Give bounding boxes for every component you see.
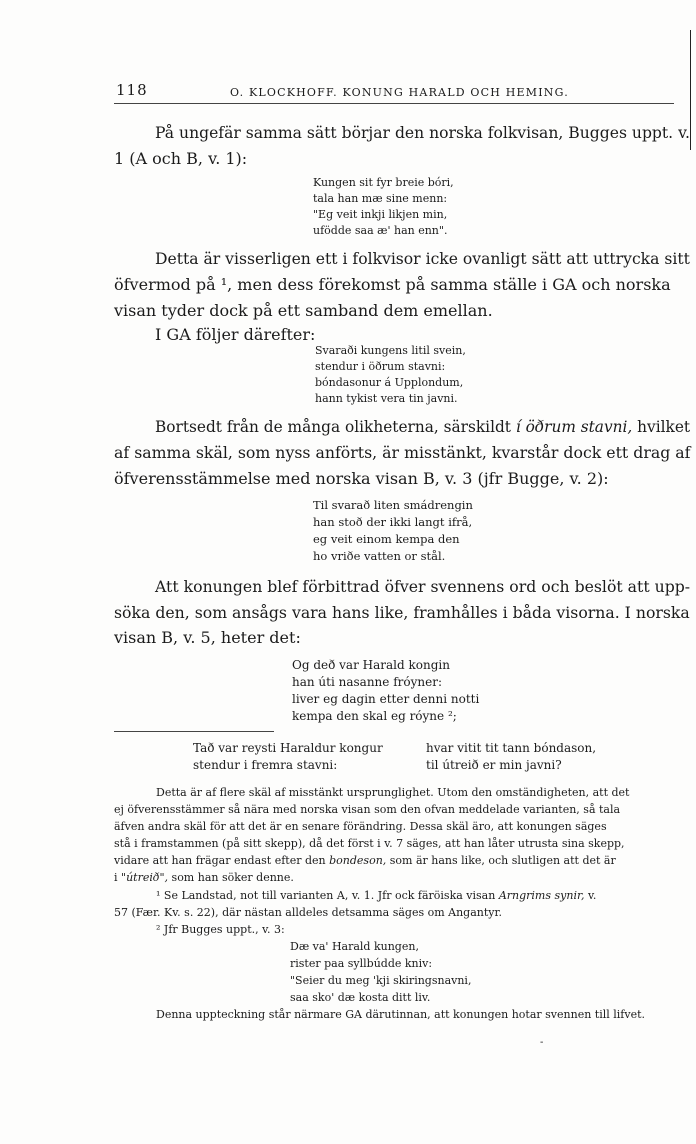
paragraph-line: visan B, v. 5, heter det: <box>114 628 301 647</box>
paragraph-line: Detta är visserligen ett i folkvisor icke ovanligt sätt att uttrycka sitt <box>155 249 690 268</box>
verse-line: liver eg dagin etter denni notti <box>292 692 480 706</box>
verse-line: bóndasonur á Upplondum, <box>315 376 464 389</box>
footnote-rule <box>114 731 274 732</box>
text-run: v. <box>584 889 597 902</box>
paragraph-line: öfverensstämmelse med norska visan B, v. 3 (jfr Bugge, v. 2): <box>114 469 609 488</box>
paragraph-line: visan tyder dock på ett samband dem emellan. <box>114 301 493 320</box>
note-verse-line: stendur i fremra stavni: <box>193 758 338 772</box>
footnote-2-closing: Denna uppteckning står närmare GA därutinnan, att konungen hotar svennen till lifvet. <box>156 1008 646 1021</box>
footnote-1-line: 57 (Fær. Kv. s. 22), där nästan alldeles detsamma säges om Angantyr. <box>114 906 503 919</box>
footnote-verse-line: saa sko' dæ kosta ditt liv. <box>290 991 431 1004</box>
footnote-verse-line: rister paa syllbúdde kniv: <box>290 957 433 970</box>
verse-line: kempa den skal eg róyne ²; <box>292 709 457 723</box>
verse-line: Og deð var Harald kongin <box>292 658 450 672</box>
italic-phrase: Arngrims synir, <box>498 889 585 902</box>
paragraph-line: I GA följer därefter: <box>155 325 316 344</box>
verse-line: han úti nasanne fróyner: <box>292 675 442 689</box>
footnote-2-intro: ² Jfr Bugges uppt., v. 3: <box>156 923 285 936</box>
italic-phrase: bondeson, <box>329 854 387 867</box>
text-run: ¹ Se Landstad, not till varianten A, v. 1. Jfr ock färöiska visan <box>156 889 499 902</box>
footnote-verse-line: "Seier du meg 'kji skiringsnavni, <box>290 974 472 987</box>
running-title: O. KLOCKHOFF. KONUNG HARALD OCH HEMING. <box>230 86 569 99</box>
italic-phrase: "útreið", <box>121 871 169 884</box>
text-run: som han söker denne. <box>168 871 294 884</box>
verse-line: ufödde saa æ' han enn". <box>313 224 448 237</box>
stray-mark: - <box>540 1037 544 1048</box>
footnote-verse-line: Dæ va' Harald kungen, <box>290 940 419 953</box>
note-line: äfven andra skäl för att det är en senare förändring. Dessa skäl äro, att konungen säges <box>114 820 607 833</box>
verse-line: han stoð der ikki langt ifrå, <box>313 515 473 529</box>
text-run: som är hans like, och slutligen att det är <box>386 854 616 867</box>
paragraph-line: 1 (A och B, v. 1): <box>114 149 248 168</box>
text-run: vidare att han frägar endast efter den <box>114 854 330 867</box>
verse-line: tala han mæ sine menn: <box>313 192 448 205</box>
scan-edge-line <box>690 30 691 150</box>
verse-line: eg veit einom kempa den <box>313 532 460 546</box>
verse-line: Svaraði kungens litil svein, <box>315 344 466 357</box>
note-line: stå i framstammen (på sitt skepp), då det först i v. 7 säges, att han låter utrusta sina skepp, <box>114 837 625 850</box>
paragraph-line: Att konungen blef förbittrad öfver svennens ord och beslöt att upp- <box>155 577 691 596</box>
footnote-1-line <box>156 887 596 904</box>
paragraph-line: På ungefär samma sätt börjar den norska folkvisan, Bugges uppt. v. <box>155 123 690 142</box>
verse-line: ho vriðe vatten or stål. <box>313 549 446 563</box>
note-verse-line: Tað var reysti Haraldur kongur <box>193 741 383 755</box>
note-line <box>114 852 616 869</box>
paragraph-line <box>155 414 690 440</box>
note-verse-line: til útreið er min javni? <box>426 758 562 772</box>
verse-line: "Eg veit inkji likjen min, <box>313 208 448 221</box>
note-line: ej öfverensstämmer så nära med norska visan som den ofvan meddelade varianten, så tala <box>114 803 621 816</box>
paragraph-line: af samma skäl, som nyss anförts, är misstänkt, kvarstår dock ett drag af <box>114 443 691 462</box>
text-run: i <box>114 871 122 884</box>
verse-line: Kungen sit fyr breie bóri, <box>313 176 454 189</box>
page-number: 118 <box>116 81 148 99</box>
paragraph-line: öfvermod på ¹, men dess förekomst på samma ställe i GA och norska <box>114 275 671 294</box>
text-run: Bortsedt från de många olikheterna, särskildt <box>155 417 516 436</box>
paragraph-line: söka den, som ansågs vara hans like, framhålles i båda visorna. I norska <box>114 603 690 622</box>
note-line <box>114 869 294 886</box>
text-run: hvilket <box>632 417 691 436</box>
note-verse-line: hvar vitit tit tann bóndason, <box>426 741 597 755</box>
verse-line: hann tykist vera tin javni. <box>315 392 458 405</box>
verse-line: stendur i öðrum stavni: <box>315 360 446 373</box>
header-rule <box>114 103 674 104</box>
italic-phrase: í öðrum stavni, <box>515 417 633 436</box>
note-line: Detta är af flere skäl af misstänkt ursprunglighet. Utom den omständigheten, att det <box>156 786 630 799</box>
verse-line: Til svarað liten smádrengin <box>313 498 473 512</box>
